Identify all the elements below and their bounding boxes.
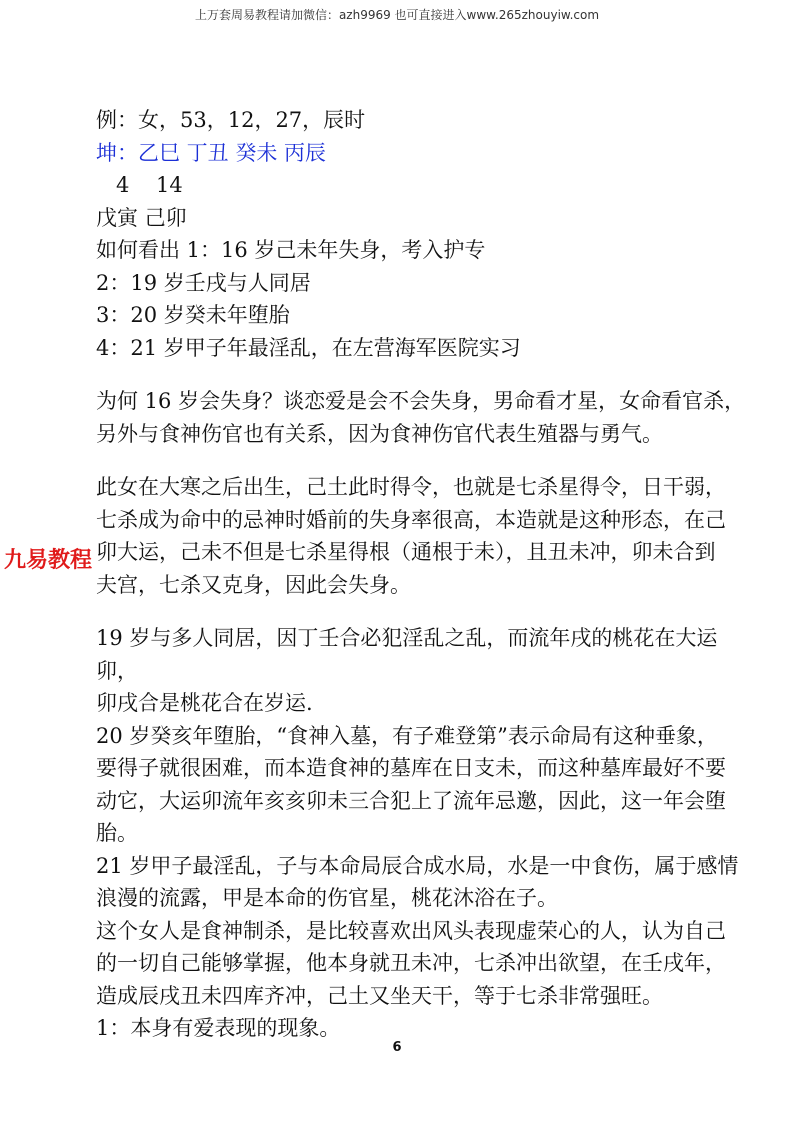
example-line-chart: 坤：乙巳 丁丑 癸未 丙辰 — [96, 140, 327, 165]
paragraph-line: 卯戌合是桃花合在岁运. — [96, 691, 313, 715]
page-header: 上万套周易教程请加微信：azh9969 也可直接进入www.265zhouyiw.com — [194, 8, 600, 22]
paragraph-line: 七杀成为命中的忌神时婚前的失身率很高，本造就是这种形态，在己 — [96, 507, 726, 532]
example-line: 如何看出 1：16 岁己未年失身，考入护专 — [96, 238, 486, 262]
paragraph-line: 20 岁癸亥年堕胎，“食神入墓，有子难登第”表示命局有这种垂象， — [96, 723, 718, 748]
watermark-logo: 九易教程 — [4, 547, 96, 575]
page-number: 6 — [392, 1040, 402, 1055]
paragraph-line: 此女在大寒之后出生，己土此时得令，也就是七杀星得令，日干弱， — [96, 475, 726, 499]
example-line: 戊寅 己卯 — [96, 205, 187, 230]
paragraph-line: 为何 16 岁会失身？谈恋爱是会不会失身，男命看才星，女命看官杀， — [96, 389, 746, 413]
example-line: 2：19 岁壬戌与人同居 — [96, 270, 311, 295]
paragraph-line: 的一切自己能够掌握，他本身就丑未冲，七杀冲出欲望，在壬戌年， — [96, 951, 726, 975]
paragraph-line: 胎。 — [96, 821, 138, 845]
paragraph-line: 动它，大运卯流年亥亥卯未三合犯上了流年忌邀，因此，这一年会堕 — [96, 788, 726, 813]
paragraph-line: 夫宫，七杀又克身，因此会失身。 — [96, 572, 411, 597]
paragraph-line: 造成辰戌丑未四库齐冲，己土又坐天干，等于七杀非常强旺。 — [96, 983, 663, 1008]
example-line: 4 14 — [116, 173, 183, 197]
document-body — [96, 104, 746, 1045]
paragraph-line: 19 岁与多人同居，因丁壬合必犯淫乱之乱，而流年戌的桃花在大运卯， — [96, 626, 718, 683]
paragraph-line: 要得子就很困难，而本造食神的墓库在日支未，而这种墓库最好不要 — [96, 756, 726, 780]
example-line: 3：20 岁癸未年堕胎 — [96, 303, 290, 327]
paragraph-line: 浪漫的流露，甲是本命的伤官星，桃花沐浴在子。 — [96, 886, 558, 910]
paragraph-line: 1：本身有爱表现的现象。 — [96, 1016, 341, 1040]
paragraph-line: 这个女人是食神制杀，是比较喜欢出风头表现虚荣心的人，认为自己 — [96, 918, 726, 943]
paragraph-line: 另外与食神伤官也有关系，因为食神伤官代表生殖器与勇气。 — [96, 421, 663, 446]
paragraph-line: 21 岁甲子最淫乱，子与本命局辰合成水局，水是一中食伤，属于感情 — [96, 853, 739, 878]
example-line: 例：女，53，12，27，辰时 — [96, 108, 366, 132]
example-line: 4：21 岁甲子年最淫乱，在左营海军医院实习 — [96, 335, 521, 360]
paragraph-line: 卯大运，己未不但是七杀星得根（通根于未），且丑未冲，卯未合到 — [96, 540, 716, 564]
